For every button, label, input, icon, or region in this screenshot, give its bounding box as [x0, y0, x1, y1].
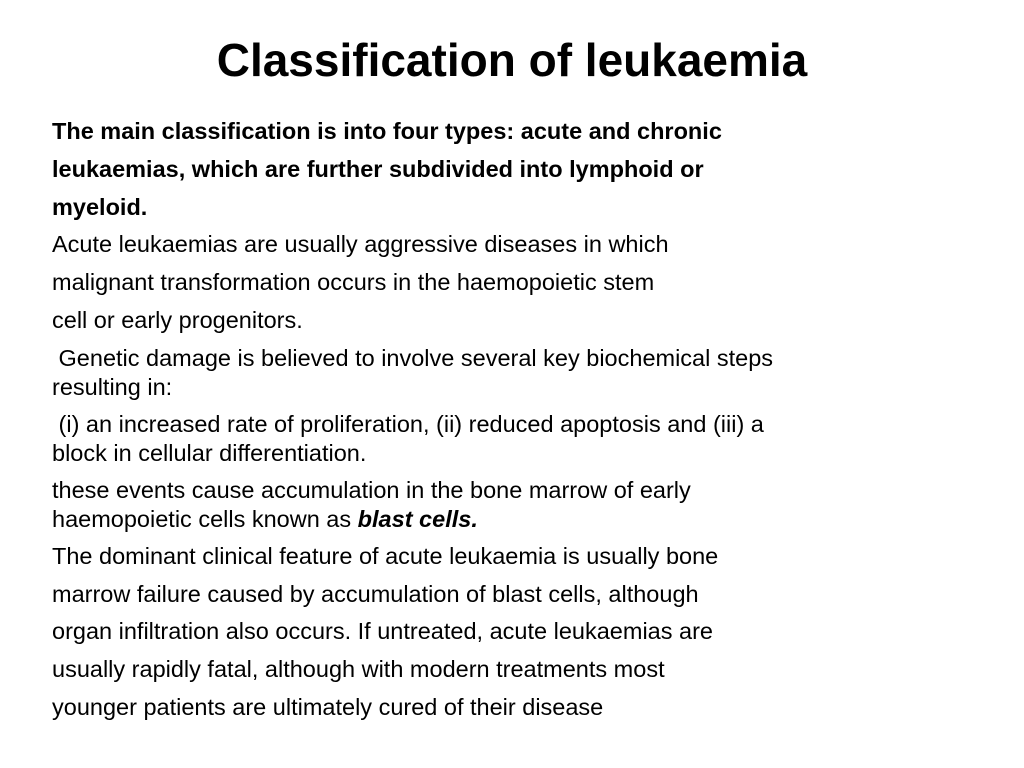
- slide-body: [52, 113, 972, 727]
- intro-line: myeloid.: [52, 193, 148, 220]
- events-paragraph: [52, 472, 972, 538]
- clinical-line: usually rapidly fatal, although with modern treatments most: [52, 656, 665, 683]
- genetic-line: Genetic damage is believed to involve several key biochemical steps: [52, 344, 774, 371]
- slide-title: Classification of leukaemia: [216, 34, 808, 86]
- genetic-line: resulting in:: [52, 373, 173, 400]
- intro-line: leukaemias, which are further subdivided into lymphoid or: [52, 155, 704, 182]
- blast-cells-emphasis: blast cells.: [357, 505, 478, 532]
- clinical-line: younger patients are ultimately cured of their disease: [52, 693, 604, 720]
- clinical-line: organ infiltration also occurs. If untreated, acute leukaemias are: [52, 618, 713, 645]
- acute-line: cell or early progenitors.: [52, 306, 303, 333]
- clinical-line: marrow failure caused by accumulation of blast cells, although: [52, 580, 699, 607]
- clinical-line: The dominant clinical feature of acute leukaemia is usually bone: [52, 542, 719, 569]
- steps-line: block in cellular differentiation.: [52, 439, 367, 466]
- acute-line: malignant transformation occurs in the haemopoietic stem: [52, 269, 655, 296]
- steps-line: (i) an increased rate of proliferation, (ii) reduced apoptosis and (iii) a: [52, 410, 764, 437]
- events-line: [52, 505, 972, 534]
- events-line: these events cause accumulation in the bone marrow of early: [52, 476, 691, 503]
- events-line-prefix: haemopoietic cells known as: [52, 505, 358, 532]
- steps-paragraph: [52, 406, 972, 472]
- intro-line: The main classification is into four types: acute and chronic: [52, 118, 722, 144]
- acute-line: Acute leukaemias are usually aggressive diseases in which: [52, 231, 669, 258]
- genetic-paragraph: [52, 340, 972, 406]
